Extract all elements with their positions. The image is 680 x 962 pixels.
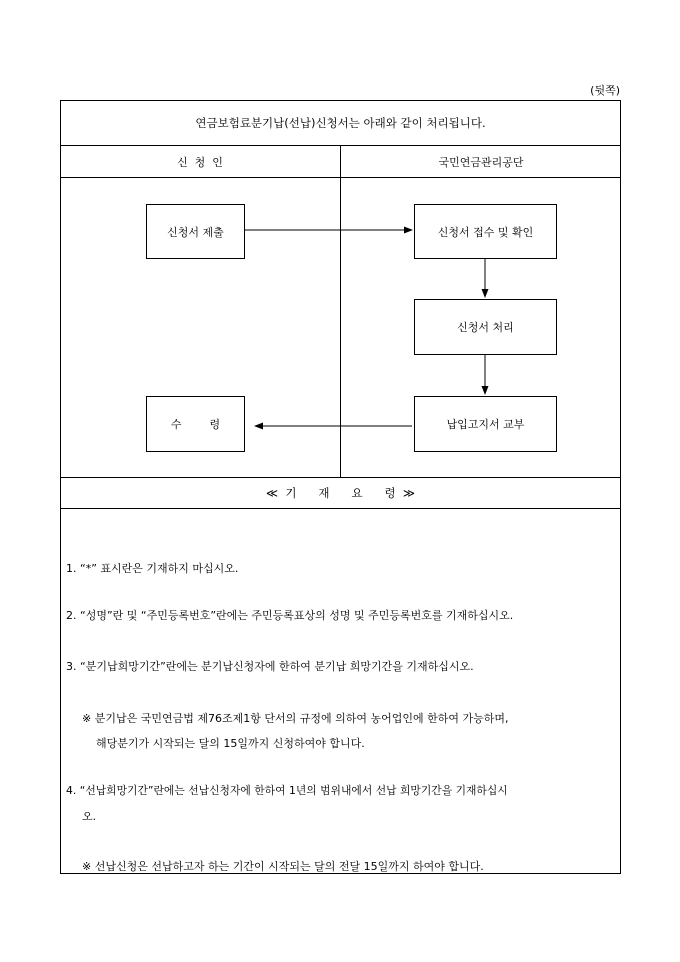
guide-item-4: 4. “선납희망기간”란에는 선납신청자에 한하여 1년의 범위내에서 선납 희망기간을 기재하십시 <box>66 784 508 797</box>
guide-item-1: 1. “*” 표시란은 기재하지 마십시오. <box>66 562 239 575</box>
flow-box-receipt: 수 령 <box>146 396 245 452</box>
arrowhead-down-icon <box>482 386 489 395</box>
arrowhead-right-icon <box>404 227 413 234</box>
arrowhead-down-icon <box>482 289 489 298</box>
column-applicant: 신 청 인 <box>177 155 223 169</box>
page-side-label: (뒷쪽) <box>590 84 620 97</box>
guide-title: ≪ 기 재 요 령 ≫ <box>266 486 415 500</box>
guide-item-2: 2. “성명”란 및 “주민등록번호”란에는 주민등록표상의 성명 및 주민등록번호를 기재하십시오. <box>66 609 514 622</box>
guide-item-4-cont: 오. <box>82 810 97 823</box>
flow-box-process: 신청서 처리 <box>414 299 557 355</box>
guide-item-4-note: ※ 선납신청은 선납하고자 하는 기간이 시작되는 달의 전달 15일까지 하여야 합니다. <box>82 860 484 873</box>
flow-box-issue-notice: 납입고지서 교부 <box>414 396 557 452</box>
column-agency: 국민연금관리공단 <box>438 155 524 169</box>
form-title: 연금보험료분기납(선납)신청서는 아래와 같이 처리됩니다. <box>195 115 486 130</box>
arrowhead-left-icon <box>254 423 263 430</box>
guide-item-3-note-cont: 해당분기가 시작되는 달의 15일까지 신청하여야 합니다. <box>96 737 365 750</box>
guide-item-3-note: ※ 분기납은 국민연금법 제76조제1항 단서의 규정에 의하여 농어업인에 한하여 가능하며, <box>82 712 509 725</box>
divider-guide-bottom <box>60 508 621 509</box>
flow-box-receive-confirm: 신청서 접수 및 확인 <box>414 204 557 259</box>
flow-box-submit: 신청서 제출 <box>146 204 245 259</box>
guide-item-3: 3. “분기납희망기간”란에는 분기납신청자에 한하여 분기납 희망기간을 기재하십시오. <box>66 660 474 673</box>
